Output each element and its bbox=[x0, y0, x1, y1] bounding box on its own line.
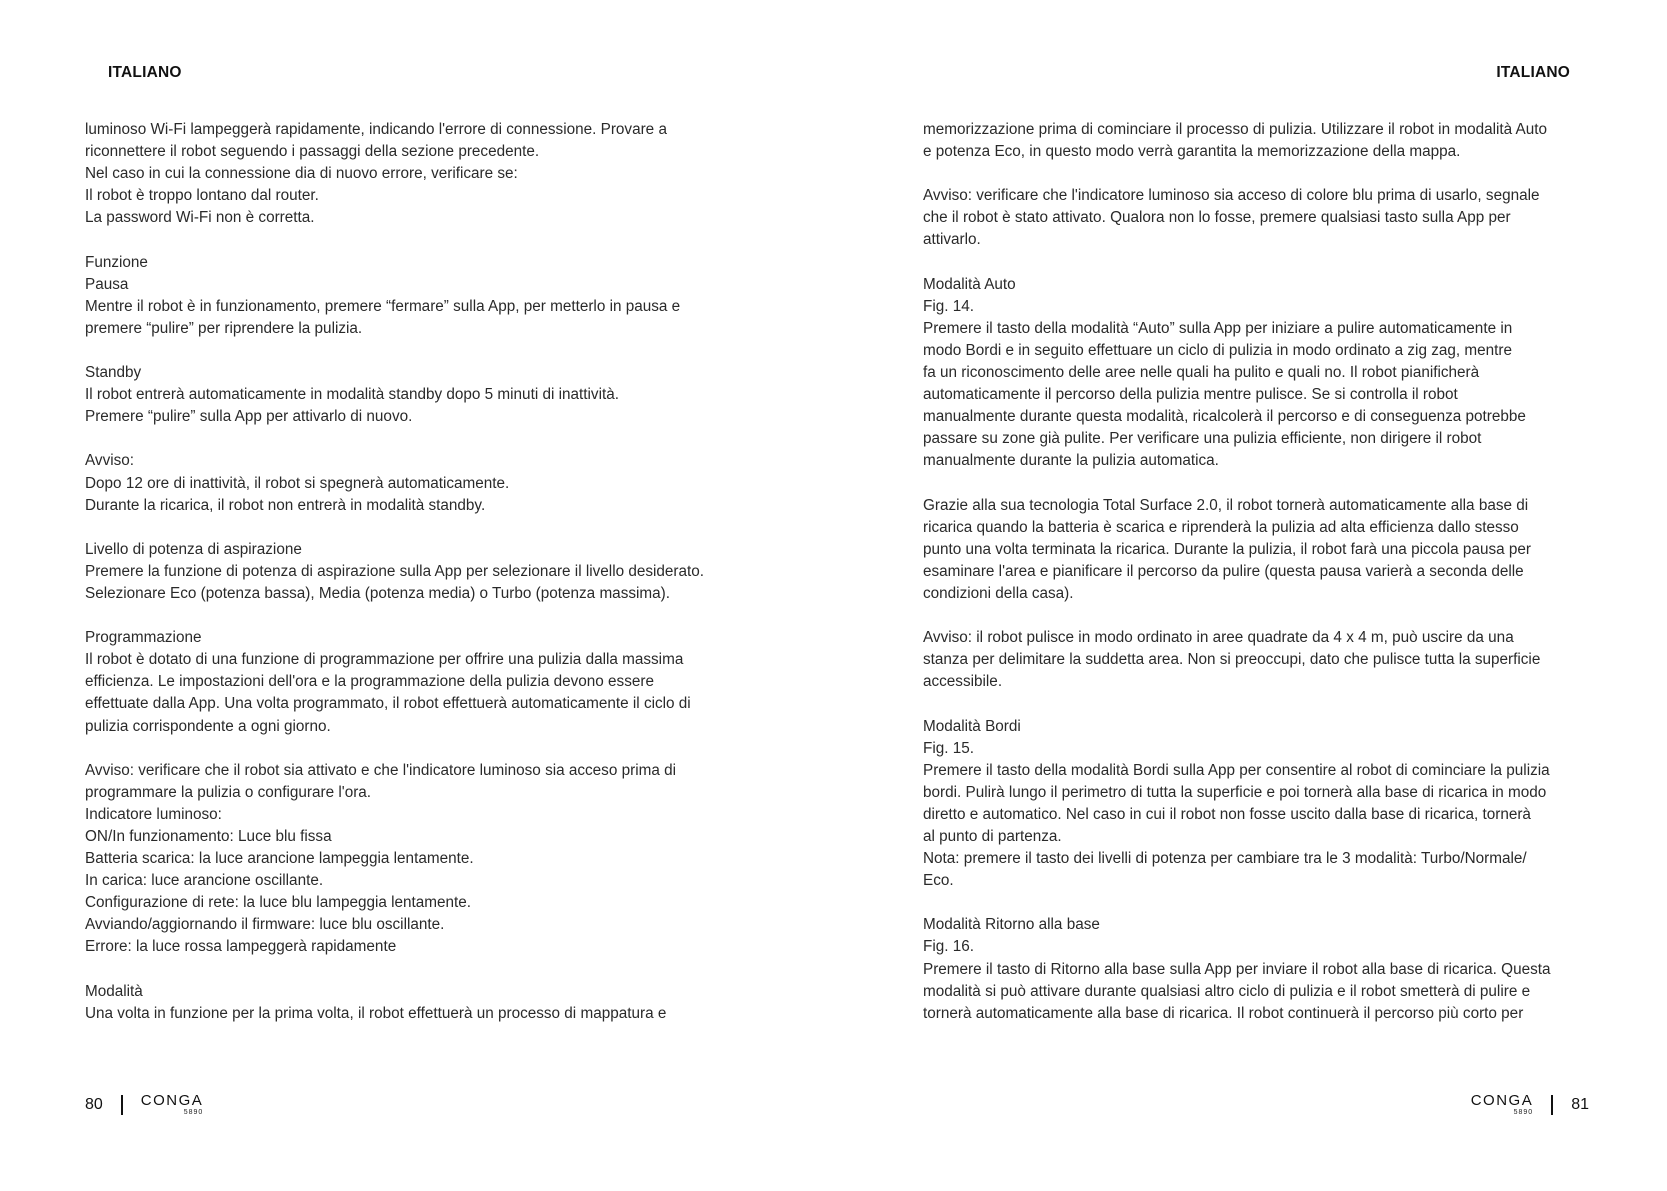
paragraph-spacer bbox=[85, 340, 775, 362]
text-line: ON/In funzionamento: Luce blu fissa bbox=[85, 828, 332, 845]
right-page-text bbox=[923, 119, 1593, 1025]
footer-left bbox=[85, 1093, 203, 1116]
brand-logo-left bbox=[141, 1093, 204, 1116]
text-line: Avviando/aggiornando il firmware: luce blu oscillante. bbox=[85, 916, 445, 934]
text-line: La password Wi-Fi non è corretta. bbox=[85, 209, 315, 227]
text-line: premere “pulire” per riprendere la pulizia. bbox=[85, 319, 363, 337]
text-line: Livello di potenza di aspirazione bbox=[85, 540, 302, 558]
text-line: Selezionare Eco (potenza bassa), Media (potenza media) o Turbo (potenza massima). bbox=[85, 584, 670, 602]
text-line: al punto di partenza. bbox=[923, 828, 1062, 845]
text-line: Premere la funzione di potenza di aspirazione sulla App per selezionare il livello desiderato. bbox=[85, 562, 705, 580]
paragraph-spacer bbox=[923, 892, 1593, 914]
text-line: Standby bbox=[85, 364, 142, 382]
text-line: punto una volta terminata la ricarica. Durante la pulizia, il robot farà una piccola pausa per bbox=[923, 540, 1531, 558]
text-line: luminoso Wi-Fi lampeggerà rapidamente, indicando l'errore di connessione. Provare a bbox=[85, 121, 667, 138]
text-line: manualmente durante la pulizia automatica. bbox=[923, 452, 1219, 470]
text-line: riconnettere il robot seguendo i passaggi della sezione precedente. bbox=[85, 143, 540, 161]
text-line: esaminare l'area e pianificare il percorso da pulire (questa pausa varierà a seconda delle bbox=[923, 562, 1524, 580]
text-line: Fig. 16. bbox=[923, 938, 975, 956]
paragraph-spacer bbox=[923, 473, 1593, 495]
text-line: Grazie alla sua tecnologia Total Surface 2.0, il robot tornerà automaticamente alla base di bbox=[923, 496, 1529, 514]
text-line: Fig. 15. bbox=[923, 739, 975, 757]
text-line: Mentre il robot è in funzionamento, premere “fermare” sulla App, per metterlo in pausa e bbox=[85, 297, 681, 315]
text-line: Avviso: il robot pulisce in modo ordinato in aree quadrate da 4 x 4 m, può uscire da una bbox=[923, 629, 1514, 647]
logo-brand-text: CONGA bbox=[1470, 1092, 1534, 1109]
text-line: Indicatore luminoso: bbox=[85, 805, 222, 823]
text-line: Funzione bbox=[85, 253, 148, 271]
text-line: programmare la pulizia o configurare l'ora. bbox=[85, 783, 372, 801]
text-line: Eco. bbox=[923, 872, 954, 890]
text-line: Una volta in funzione per la prima volta, il robot effettuerà un processo di mappatura e bbox=[85, 1004, 667, 1022]
footer-right bbox=[1471, 1093, 1589, 1116]
paragraph-spacer bbox=[85, 517, 775, 539]
text-line: stanza per delimitare la suddetta area. Non si preoccupi, dato che pulisce tutta la superficie bbox=[923, 651, 1541, 669]
text-line: Premere “pulire” sulla App per attivarlo di nuovo. bbox=[85, 408, 413, 426]
text-line: Configurazione di rete: la luce blu lampeggia lentamente. bbox=[85, 894, 472, 912]
text-line: Premere il tasto di Ritorno alla base sulla App per inviare il robot alla base di ricarica. Questa bbox=[923, 960, 1551, 978]
paragraph-spacer bbox=[85, 738, 775, 760]
paragraph-spacer bbox=[923, 252, 1593, 274]
text-line: modalità si può attivare durante qualsiasi altro ciclo di pulizia e il robot smetterà di pulire e bbox=[923, 982, 1531, 1000]
paragraph-spacer bbox=[923, 163, 1593, 185]
text-line: Modalità Auto bbox=[923, 275, 1016, 293]
logo-model-text: 5890 bbox=[1513, 1109, 1534, 1116]
text-line: Modalità Ritorno alla base bbox=[923, 916, 1100, 934]
text-line: modo Bordi e in seguito effettuare un ciclo di pulizia in modo ordinato a zig zag, mentre bbox=[923, 341, 1512, 359]
text-line: Fig. 14. bbox=[923, 297, 975, 315]
text-line: condizioni della casa). bbox=[923, 584, 1074, 602]
paragraph-spacer bbox=[85, 229, 775, 251]
text-line: e potenza Eco, in questo modo verrà garantita la memorizzazione della mappa. bbox=[923, 143, 1461, 161]
text-line: Il robot è troppo lontano dal router. bbox=[85, 187, 319, 205]
footer-divider-right bbox=[1551, 1095, 1553, 1115]
page-number-left: 80 bbox=[85, 1095, 103, 1113]
text-line: automaticamente il percorso della pulizia mentre pulisce. Se si controlla il robot bbox=[923, 386, 1458, 404]
paragraph-spacer bbox=[923, 605, 1593, 627]
text-line: Nel caso in cui la connessione dia di nuovo errore, verificare se: bbox=[85, 165, 518, 183]
text-line: che il robot è stato attivato. Qualora non lo fosse, premere qualsiasi tasto sulla App per bbox=[923, 209, 1511, 227]
page-number-right: 81 bbox=[1571, 1095, 1589, 1113]
text-line: manualmente durante questa modalità, ricalcolerà il percorso e di conseguenza potrebbe bbox=[923, 408, 1526, 426]
header-language-left: ITALIANO bbox=[108, 64, 182, 81]
text-line: Dopo 12 ore di inattività, il robot si spegnerà automaticamente. bbox=[85, 474, 510, 492]
text-line: diretto e automatico. Nel caso in cui il robot non fosse uscito dalla base di ricarica, tornerà bbox=[923, 805, 1531, 823]
text-line: bordi. Pulirà lungo il perimetro di tutta la superficie e poi tornerà alla base di ricarica in modo bbox=[923, 783, 1547, 801]
header-language-right: ITALIANO bbox=[1496, 64, 1570, 81]
text-line: Premere il tasto della modalità Bordi sulla App per consentire al robot di cominciare la pulizia bbox=[923, 761, 1550, 779]
text-line: Errore: la luce rossa lampeggerà rapidamente bbox=[85, 938, 397, 956]
text-line: Premere il tasto della modalità “Auto” sulla App per iniziare a pulire automaticamente in bbox=[923, 319, 1513, 337]
text-line: Programmazione bbox=[85, 629, 202, 647]
text-line: efficienza. Le impostazioni dell'ora e la programmazione della pulizia devono essere bbox=[85, 673, 654, 691]
text-line: Durante la ricarica, il robot non entrerà in modalità standby. bbox=[85, 496, 486, 514]
paragraph-spacer bbox=[85, 428, 775, 450]
text-line: In carica: luce arancione oscillante. bbox=[85, 872, 324, 890]
text-line: Modalità bbox=[85, 982, 143, 1000]
text-line: Modalità Bordi bbox=[923, 717, 1021, 735]
text-line: Nota: premere il tasto dei livelli di potenza per cambiare tra le 3 modalità: Turbo/Normale/ bbox=[923, 850, 1527, 868]
footer-divider-left bbox=[121, 1095, 123, 1115]
brand-logo-right bbox=[1471, 1093, 1534, 1116]
paragraph-spacer bbox=[85, 605, 775, 627]
paragraph-spacer bbox=[923, 693, 1593, 715]
text-line: Pausa bbox=[85, 275, 129, 293]
text-line: tornerà automaticamente alla base di ricarica. Il robot continuerà il percorso più corto per bbox=[923, 1004, 1524, 1022]
text-line: passare su zone già pulite. Per verificare una pulizia efficiente, non dirigere il robot bbox=[923, 430, 1482, 448]
text-line: Avviso: verificare che l'indicatore luminoso sia acceso di colore blu prima di usarlo, segnale bbox=[923, 187, 1540, 205]
text-line: memorizzazione prima di cominciare il processo di pulizia. Utilizzare il robot in modalità Auto bbox=[923, 121, 1548, 138]
text-line: Il robot è dotato di una funzione di programmazione per offrire una pulizia dalla massima bbox=[85, 651, 684, 669]
text-line: Il robot entrerà automaticamente in modalità standby dopo 5 minuti di inattività. bbox=[85, 386, 619, 404]
text-line: pulizia corrispondente a ogni giorno. bbox=[85, 717, 331, 735]
text-line: Avviso: verificare che il robot sia attivato e che l'indicatore luminoso sia acceso prima di bbox=[85, 761, 676, 779]
text-line: effettuate dalla App. Una volta programmato, il robot effettuerà automaticamente il ciclo di bbox=[85, 695, 691, 713]
logo-model-text: 5890 bbox=[183, 1109, 204, 1116]
text-line: attivarlo. bbox=[923, 231, 981, 249]
logo-brand-text: CONGA bbox=[140, 1092, 204, 1109]
text-line: Avviso: bbox=[85, 452, 135, 470]
left-page-text bbox=[85, 119, 775, 1025]
text-line: fa un riconoscimento delle aree nelle quali ha pulito e quali no. Il robot pianificherà bbox=[923, 364, 1480, 382]
text-line: Batteria scarica: la luce arancione lampeggia lentamente. bbox=[85, 850, 474, 868]
text-line: ricarica quando la batteria è scarica e riprenderà la pulizia ad alta efficienza dallo stesso bbox=[923, 518, 1519, 536]
text-line: accessibile. bbox=[923, 673, 1003, 691]
paragraph-spacer bbox=[85, 959, 775, 981]
